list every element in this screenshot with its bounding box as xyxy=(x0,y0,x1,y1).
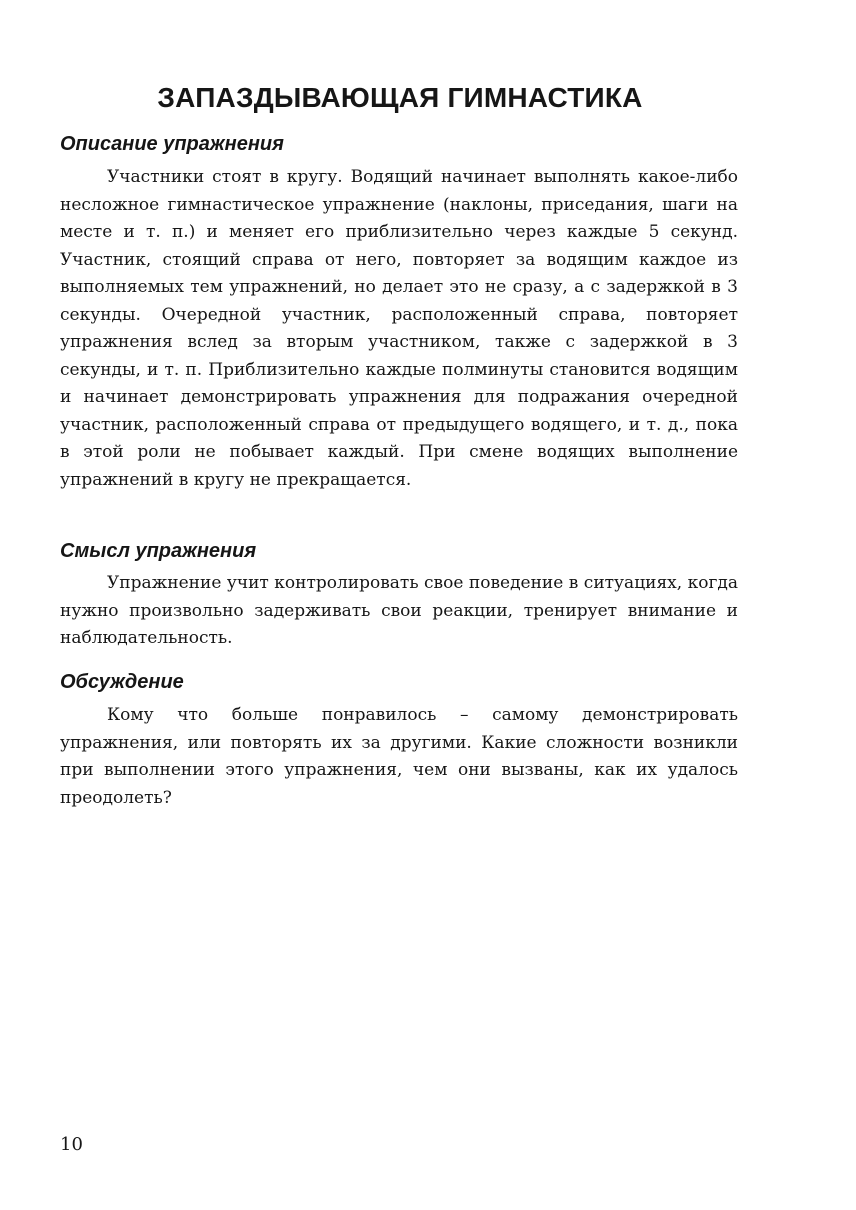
section-text-discussion: Кому что больше понравилось – самому демонстрировать упражнения, или повторять их за другими. Какие сложности возникли при выполнении этого упражнения, чем они вызваны, как их удалось преодолеть? xyxy=(60,705,738,808)
page-title: ЗАПАЗДЫВАЮЩАЯ ГИМНАСТИКА xyxy=(157,82,643,113)
section-text-meaning: Упражнение учит контролировать свое поведение в ситуациях, когда нужно произвольно задерживать свои реакции, тренирует внимание и наблюдательность. xyxy=(60,573,738,648)
section-heading-description: Описание упражнения xyxy=(60,133,284,155)
section-heading-discussion: Обсуждение xyxy=(60,671,184,693)
section-text-description: Участники стоят в кругу. Водящий начинает выполнять какое-либо несложное гимнастическое упражнение (наклоны, приседания, шаги на месте и т. п.) и меняет его приблизительно через каждые 5 секунд. Участник, стоящий справа от него, повторяет за водящим каждое из выполняемых тем упражнений, но делает это не сразу, а с задержкой в 3 секунды. Очередной участник, расположенный справа, повторяет упражнения вслед за вторым участником, также с задержкой в 3 секунды, и т. п. Приблизительно каждые полминуты становится водящим и начинает демонстрировать упражнения для подражания очередной участник, расположенный справа от предыдущего водящего, и т. д., пока в этой роли не побывает каждый. При смене водящих выполнение упражнений в кругу не прекращается. xyxy=(60,167,738,490)
page-number: 10 xyxy=(60,1134,83,1155)
section-heading-meaning: Смысл упражнения xyxy=(60,540,257,562)
